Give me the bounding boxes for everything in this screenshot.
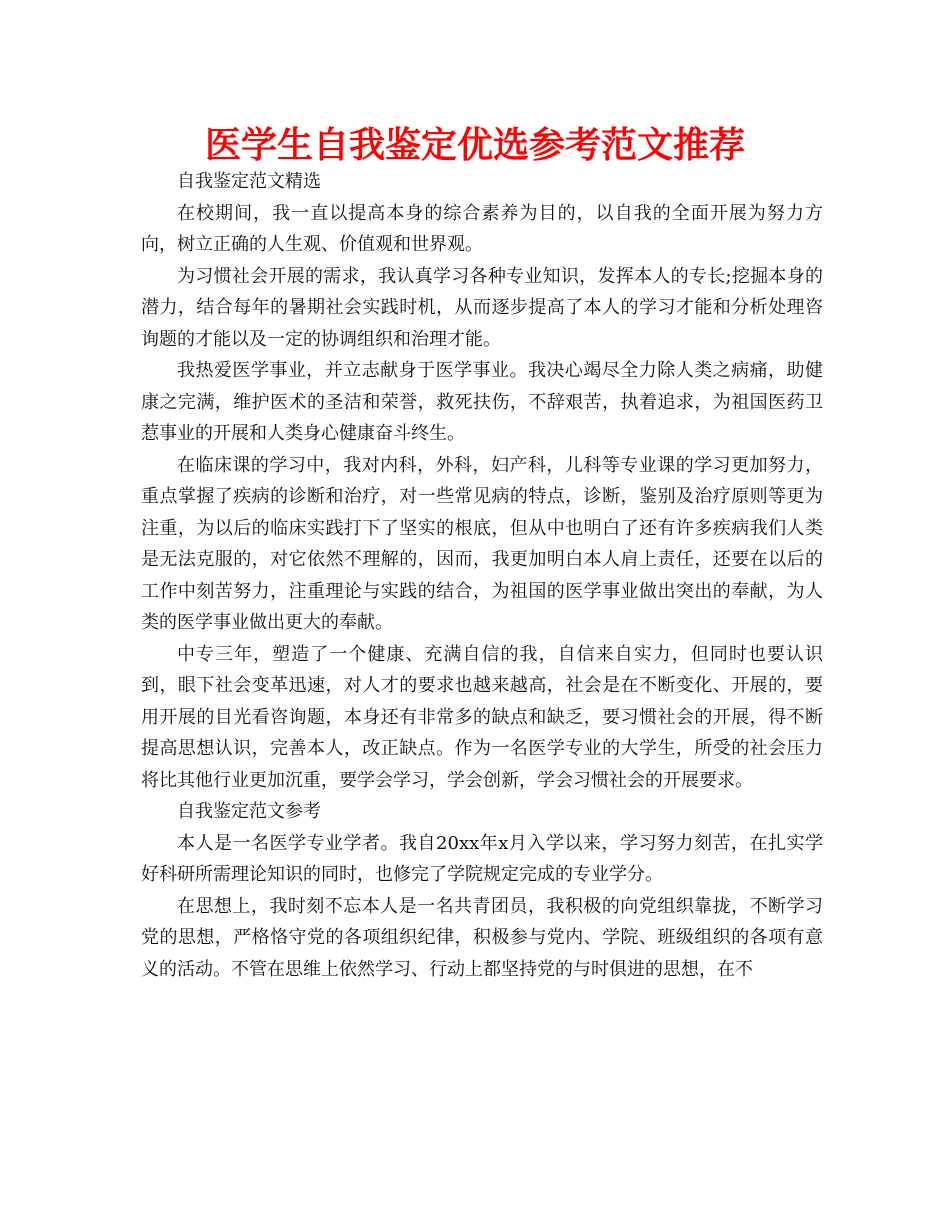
section-heading: 自我鉴定范文精选 (177, 171, 321, 192)
paragraph: 我热爱医学事业，并立志献身于医学事业。我决心竭尽全力除人类之病痛，助健康之完满，维护医术的圣洁和荣誉，救死扶伤，不辞艰苦，执着追求，为祖国医药卫惹事业的开展和人类身心健康奋斗终生。 (141, 360, 823, 444)
document-body (141, 166, 823, 985)
paragraph: 在思想上，我时刻不忘本人是一名共青团员，我积极的向党组织靠拢，不断学习党的思想，严格恪守党的各项组织纪律，积极参与党内、学院、班级组织的各项有意义的活动。不管在思维上依然学习、行动上都坚持党的与时俱进的思想，在不 (141, 895, 823, 980)
paragraph: 在校期间，我一直以提高本身的综合素养为目的，以自我的全面开展为努力方向，树立正确的人生观、价值观和世界观。 (141, 202, 823, 255)
paragraph: 中专三年，塑造了一个健康、充满自信的我，自信来自实力，但同时也要认识到，眼下社会变革迅速，对人才的要求也越来越高，社会是在不断变化、开展的，要用开展的目光看咨询题，本身还有非常多的缺点和缺乏，要习惯社会的开展，得不断提高思想认识，完善本人，改正缺点。作为一名医学专业的大学生，所受的社会压力将比其他行业更加沉重，要学会学习，学会创新，学会习惯社会的开展要求。 (141, 643, 823, 791)
document-title: 医学生自我鉴定优选参考范文推荐 (204, 125, 745, 166)
paragraph: 本人是一名医学专业学者。我自20xx年x月入学以来，学习努力刻苦，在扎实学好科研所需理论知识的同时，也修完了学院规定完成的专业学分。 (141, 832, 823, 885)
paragraph: 为习惯社会开展的需求，我认真学习各种专业知识，发挥本人的专长;挖掘本身的潜力，结合每年的暑期社会实践时机，从而逐步提高了本人的学习才能和分析处理咨询题的才能以及一定的协调组织和治理才能。 (141, 265, 823, 350)
paragraph: 在临床课的学习中，我对内科，外科，妇产科，儿科等专业课的学习更加努力，重点掌握了疾病的诊断和治疗，对一些常见病的特点，诊断，鉴别及治疗原则等更为注重，为以后的临床实践打下了坚实的根底，但从中也明白了还有许多疾病我们人类是无法克服的，对它依然不理解的，因而，我更加明白本人肩上责任，还要在以后的工作中刻苦努力，注重理论与实践的结合，为祖国的医学事业做出突出的奉献，为人类的医学事业做出更大的奉献。 (141, 454, 823, 633)
section-heading: 自我鉴定范文参考 (177, 801, 321, 822)
